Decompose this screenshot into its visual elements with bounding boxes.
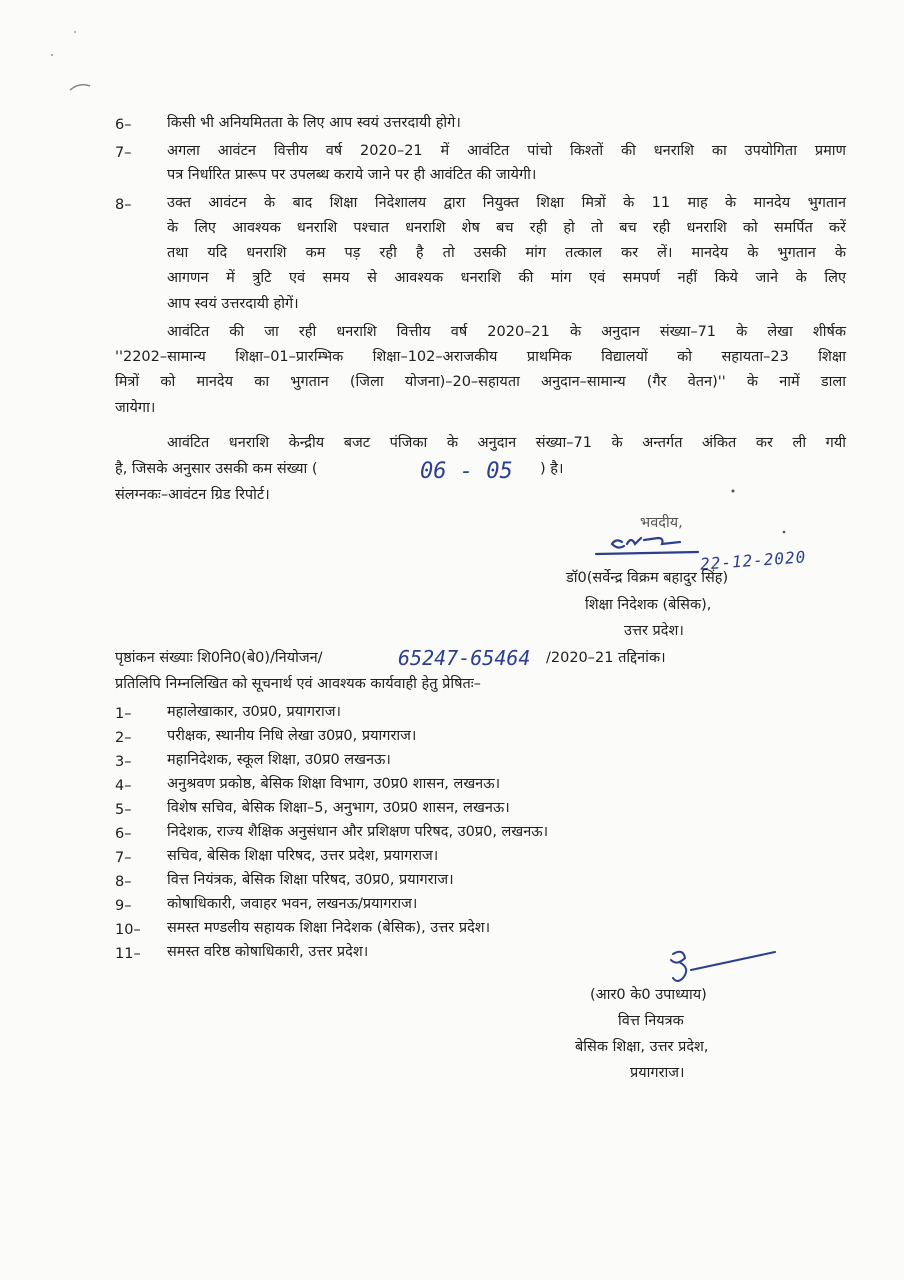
recipient-number: 5– (115, 802, 132, 818)
enclosure-note: संलग्नकः–आवंटन ग्रिड रिपोर्ट। (115, 487, 270, 503)
recipient-number: 2– (115, 730, 132, 746)
point-text: किसी भी अनियमितता के लिए आप स्वयं उत्तरदायी होगे। (167, 115, 461, 131)
recipient-text: वित्त नियंत्रक, बेसिक शिक्षा परिषद, उ0प्र0, प्रयागराज। (167, 872, 454, 888)
point-number: 8– (115, 197, 132, 213)
point-text: तथा यदि धनराशि कम पड़ रही है तो उसकी मांग तत्काल कर लें। मानदेय के भुगतान के (167, 245, 846, 261)
recipient-number: 3– (115, 754, 132, 770)
point-text: आगणन में त्रुटि एवं समय से आवश्यक धनराशि की मांग एवं समपर्ण नहीं किये जाने के लिए (167, 270, 846, 286)
point-text: उक्त आवंटन के बाद शिक्षा निदेशालय द्वारा नियुक्त शिक्षा मित्रों के 11 माह के मानदेय भुगतान (167, 195, 846, 211)
handwritten-date: 22-12-2020 (699, 547, 807, 574)
recipient-text: समस्त वरिष्ठ कोषाधिकारी, उत्तर प्रदेश। (167, 944, 369, 960)
recipient-text: महालेखाकार, उ0प्र0, प्रयागराज। (167, 704, 341, 720)
recipient-text: समस्त मण्डलीय सहायक शिक्षा निदेशक (बेसिक), उत्तर प्रदेश। (167, 920, 491, 936)
recipient-number: 7– (115, 850, 132, 866)
recipient-text: निदेशक, राज्य शैक्षिक अनुसंधान और प्रशिक्षण परिषद, उ0प्र0, लखनऊ। (167, 824, 549, 840)
endorsement-number: /2020–21 तद्दिनांक। (546, 650, 666, 666)
ink-dot (780, 528, 788, 536)
point-text: के लिए आवश्यक धनराशि पश्चात धनराशि शेष बच रही हो तो बच रही धनराशि को समर्पित करें (167, 220, 846, 236)
recipient-text: कोषाधिकारी, जवाहर भवन, लखनऊ/प्रयागराज। (167, 896, 418, 912)
recipient-number: 9– (115, 898, 132, 914)
ink-dot (728, 486, 738, 496)
endorsement-number: पृष्ठांकन संख्याः शि0नि0(बे0)/नियोजन/ (115, 650, 323, 666)
budget-register-paragraph: ) है। (540, 461, 564, 477)
recipient-text: सचिव, बेसिक शिक्षा परिषद, उत्तर प्रदेश, प्रयागराज। (167, 848, 439, 864)
point-text: पत्र निर्धारित प्रारूप पर उपलब्ध कराये जाने पर ही आवंटित की जायेगी। (167, 167, 537, 183)
signatory-designation: शिक्षा निदेशक (बेसिक), (585, 597, 712, 613)
signatory-name: डॉ0(सर्वेन्द्र विक्रम बहादुर सिंह) (566, 570, 729, 586)
copy-intro: प्रतिलिपि निम्नलिखित को सूचनार्थ एवं आवश्यक कार्यवाही हेतु प्रेषितः– (115, 676, 481, 692)
allocation-paragraph: ''2202–सामान्य शिक्षा–01–प्रारम्भिक शिक्षा–102–अराजकीय प्राथमिक विद्यालयों को सहायता–23 शिक्षा (115, 349, 846, 365)
recipient-text: विशेष सचिव, बेसिक शिक्षा–5, अनुभाग, उ0प्र0 शासन, लखनऊ। (167, 800, 510, 816)
allocation-paragraph: मित्रों को मानदेय का भुगतान (जिला योजना)–20–सहायता अनुदान–सामान्य (गैर वेतन)'' के नामें डाला (115, 374, 846, 390)
recipient-text: महानिदेशक, स्कूल शिक्षा, उ0प्र0 लखनऊ। (167, 752, 391, 768)
controller-name: (आर0 के0 उपाध्याय) (590, 987, 707, 1003)
recipient-text: अनुश्रवण प्रकोष्ठ, बेसिक शिक्षा विभाग, उ0प्र0 शासन, लखनऊ। (167, 776, 501, 792)
controller-office: बेसिक शिक्षा, उत्तर प्रदेश, (575, 1039, 709, 1055)
point-text: अगला आवंटन वित्तीय वर्ष 2020–21 में आवंटित पांचो किश्तों की धनराशि का उपयोगिता प्रमाण (167, 143, 846, 159)
handwritten-dispatch-number: 65247-65464 (398, 646, 531, 670)
scan-marks-graphic (30, 20, 110, 100)
recipient-number: 1– (115, 706, 132, 722)
recipient-number: 6– (115, 826, 132, 842)
director-signature-graphic (592, 530, 712, 566)
point-number: 7– (115, 145, 132, 161)
recipient-number: 8– (115, 874, 132, 890)
recipient-number: 4– (115, 778, 132, 794)
signatory-place: उत्तर प्रदेश। (624, 623, 684, 639)
allocation-paragraph: जायेगा। (115, 400, 156, 416)
allocation-paragraph: आवंटित की जा रही धनराशि वित्तीय वर्ष 2020–21 के अनुदान संख्या–71 के लेखा शीर्षक (167, 324, 846, 340)
handwritten-serial-number: 06 - 05 (420, 459, 513, 484)
recipient-number: 11– (115, 946, 141, 962)
point-text: आप स्वयं उत्तरदायी होगें। (167, 296, 299, 312)
point-number: 6– (115, 117, 132, 133)
salutation: भवदीय, (640, 515, 683, 531)
budget-register-paragraph: है, जिसके अनुसार उसकी कम संख्या ( (115, 461, 318, 477)
recipient-text: परीक्षक, स्थानीय निधि लेखा उ0प्र0, प्रयागराज। (167, 728, 417, 744)
recipient-number: 10– (115, 922, 141, 938)
controller-designation: वित्त नियत्रक (618, 1013, 684, 1029)
controller-place: प्रयागराज। (630, 1065, 685, 1081)
budget-register-paragraph: आवंटित धनराशि केन्द्रीय बजट पंजिका के अनुदान संख्या–71 के अन्तर्गत अंकित कर ली गयी (167, 435, 846, 451)
